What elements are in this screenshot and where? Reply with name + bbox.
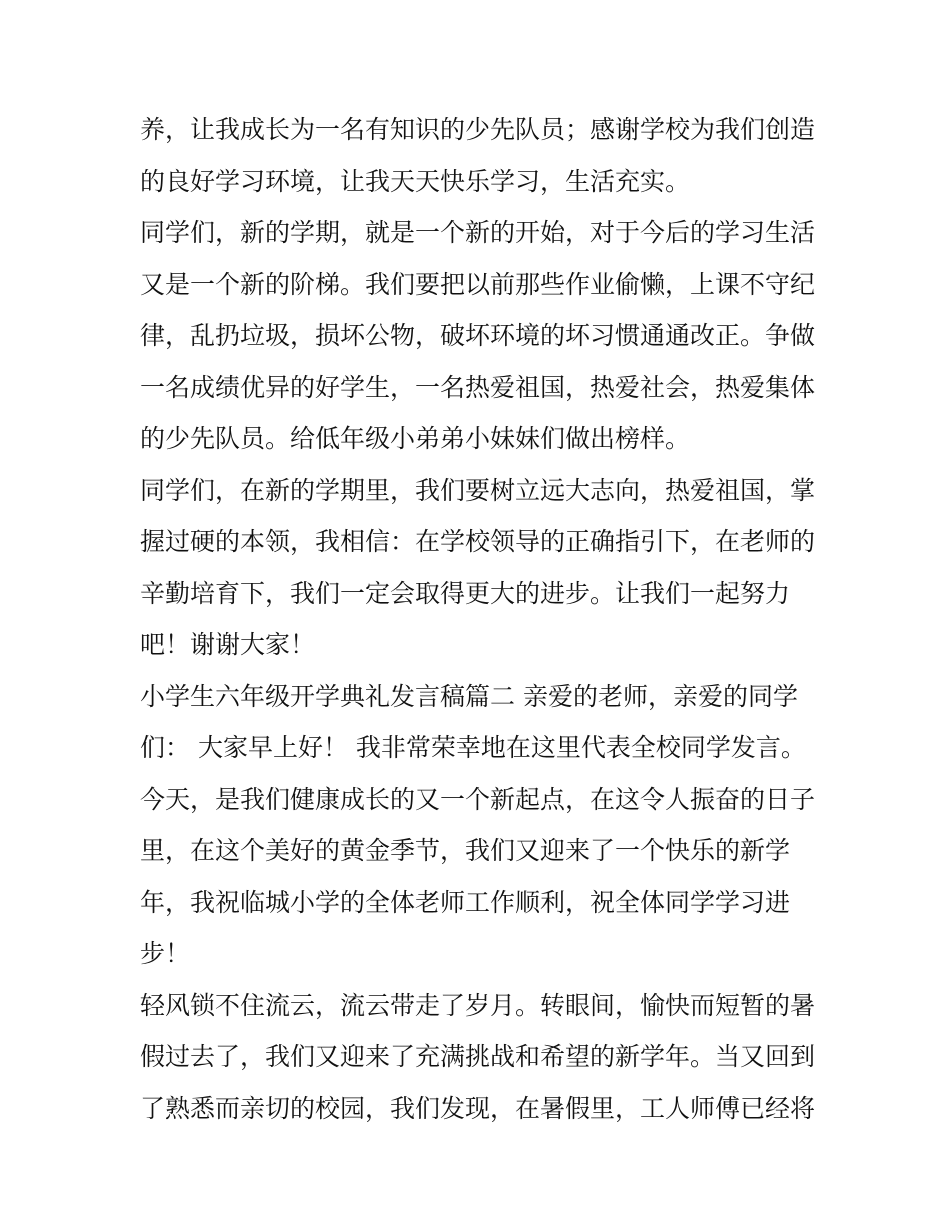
text-line: 同学们，新的学期，就是一个新的开始，对于今后的学习生活 bbox=[140, 218, 816, 247]
text-line: 一名成绩优异的好学生，一名热爱祖国，热爱社会，热爱集体 bbox=[140, 372, 816, 402]
text-line: 们： 大家早上好！ 我非常荣幸地在这里代表全校同学发言。 bbox=[140, 733, 806, 762]
text-line: 吧！谢谢大家！ bbox=[140, 630, 316, 659]
text-line: 又是一个新的阶梯。我们要把以前那些作业偷懒，上课不守纪 bbox=[140, 269, 816, 299]
text-line: 养，让我成长为一名有知识的少先队员；感谢学校为我们创造 bbox=[140, 115, 816, 144]
text-line: 步！ bbox=[140, 939, 191, 968]
text-line: 了熟悉而亲切的校园，我们发现，在暑假里，工人师傅已经将 bbox=[140, 1093, 816, 1123]
text-line: 辛勤培育下，我们一定会取得更大的进步。让我们一起努力 bbox=[140, 578, 791, 608]
text-line: 小学生六年级开学典礼发言稿篇二 亲爱的老师，亲爱的同学 bbox=[140, 681, 798, 711]
text-line: 律，乱扔垃圾，损坏公物，破坏环境的坏习惯通通改正。争做 bbox=[140, 321, 816, 350]
text-line: 假过去了，我们又迎来了充满挑战和希望的新学年。当又回到 bbox=[140, 1042, 816, 1071]
document-body bbox=[140, 104, 820, 1134]
text-line: 轻风锁不住流云，流云带走了岁月。转眼间，愉快而短暂的暑 bbox=[140, 990, 816, 1020]
text-line: 握过硬的本领，我相信：在学校领导的正确指引下，在老师的 bbox=[140, 527, 816, 556]
text-line: 里，在这个美好的黄金季节，我们又迎来了一个快乐的新学 bbox=[140, 836, 791, 865]
text-line: 年，我祝临城小学的全体老师工作顺利，祝全体同学学习进 bbox=[140, 887, 791, 917]
text-line: 同学们，在新的学期里，我们要树立远大志向，热爱祖国，掌 bbox=[140, 475, 816, 505]
text-line: 的良好学习环境，让我天天快乐学习，生活充实。 bbox=[140, 166, 691, 196]
text-line: 的少先队员。给低年级小弟弟小妹妹们做出榜样。 bbox=[140, 424, 691, 453]
text-line: 今天，是我们健康成长的又一个新起点，在这令人振奋的日子 bbox=[140, 784, 816, 814]
